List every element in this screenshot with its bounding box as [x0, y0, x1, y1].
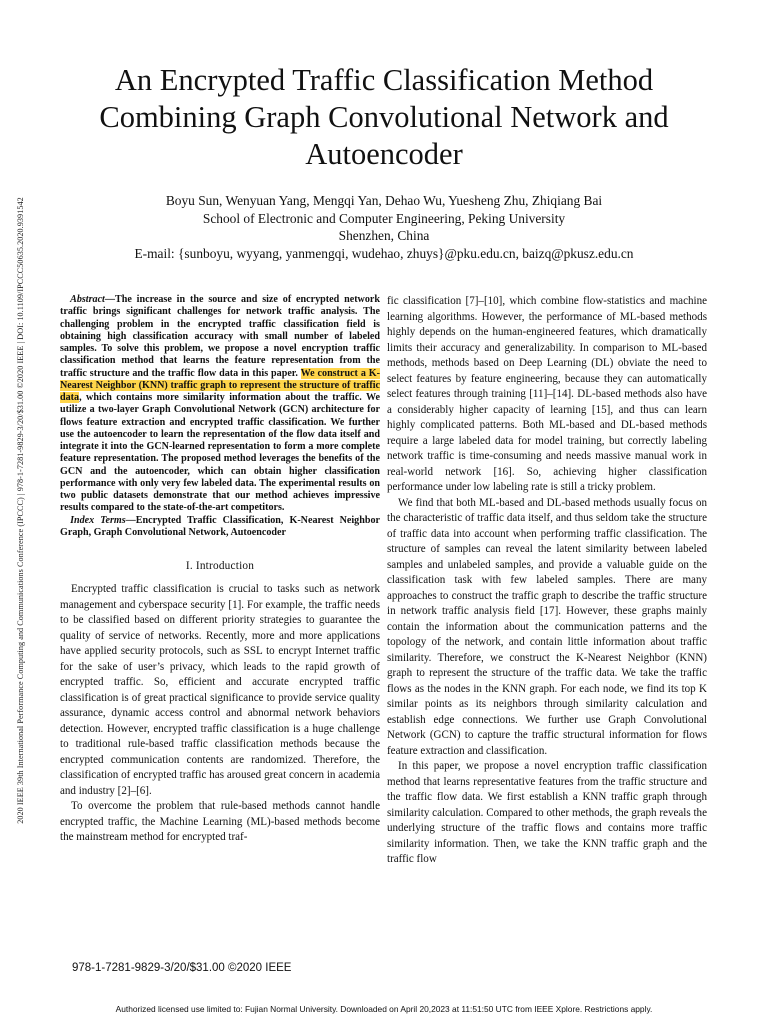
abstract [60, 294, 380, 515]
abstract-text-after: , which contains more similarity information about the traffic. We utilize a two-layer Graph Convolutional Network (GCN) architecture for flows feature extraction and encrypted traffic classification. We further use the autoencoder to learn the representation of the flow data itself and integrate it into the GCN-learned representation to form a more complete feature representation. The proposed method leverages the benefits of the GCN and the autoencoder, which can obtain higher classification performance with only very few labeled data. The experimental results on two public datasets demonstrate that our method achieves impressive results compared to the state-of-the-art competitors. [60, 392, 380, 514]
body-paragraph: fic classification [7]–[10], which combine flow-statistics and machine learning algorithms. However, the performance of ML-based methods highly depends on the human-engineered features, which dramatically limits their accuracy and generalizability. In comparison to ML-based methods, methods based on Deep Learning (DL) obviate the need to select features by feature engineering, because they can automatically select features through training [11]–[14]. DL-based methods also have a considerably higher capacity of learning [15], and thus can learn highly complicated patterns. Both ML-based and DL-based methods require a large labeled data for model training, but correctly labeling network traffic is time-consuming and needs massive manual work in real-world network [16]. So, achieving higher classification performance under low labeling rate is still a tricky problem. [387, 295, 707, 493]
body-paragraph: In this paper, we propose a novel encryption traffic classification method that learns representative features from the traffic structure and the traffic flow data. We first establish a KNN traffic graph through similarity calculation. Compared to other methods, the graph reveals the underlying structure of the traffic flows and contains more traffic similarity information. Then, we take the KNN traffic graph and the traffic flow [387, 760, 707, 865]
email-line: E-mail: {sunboyu, wyyang, yanmengqi, wudehao, zhuys}@pku.edu.cn, baizq@pkusz.edu.cn [134, 245, 634, 261]
location: Shenzhen, China [338, 228, 430, 244]
body-paragraph: To overcome the problem that rule-based methods cannot handle encrypted traffic, the Machine Learning (ML)-based methods become the mainstream method for encrypted traf- [60, 800, 380, 843]
author-block [70, 192, 698, 262]
author-names: Boyu Sun, Wenyuan Yang, Mengqi Yan, Dehao Wu, Yuesheng Zhu, Zhiqiang Bai [165, 193, 603, 208]
abstract-text-before: —The increase in the source and size of encrypted network traffic brings significant challenges for network traffic analysis. The challenging problem in the encrypted traffic classification field is obtaining high classification accuracy with small number of labeled samples. To solve this problem, we propose a novel encryption traffic classification method that learns the feature representation from the traffic structure and the traffic flow data in this paper. [60, 294, 380, 379]
abstract-label: Abstract [70, 294, 105, 305]
index-terms-label: Index Terms [70, 514, 126, 526]
right-column [387, 294, 707, 868]
section-heading-introduction: I. Introduction [185, 560, 255, 572]
footer-copyright: 978-1-7281-9829-3/20/$31.00 ©2020 IEEE [72, 962, 292, 974]
body-paragraph: Encrypted traffic classification is crucial to tasks such as network management and cyberspace security [1]. For example, the traffic needs to be classified based on different priority strategies to guarantee the quality of service of networks. Recently, more and more applications have applied security protocols, such as SSL to encrypt Internet traffic for the sake of user’s privacy, which leads to the rapid growth of encrypted traffic. So, efficient and accurate encrypted traffic classification is of great practical significance to provide service quality assurance, dynamic access control and abnormal network behaviors detection. However, encrypted traffic classification is a huge challenge to traditional rule-based traffic classification methods because the encrypted communication contents are randomized. Therefore, the classification of encrypted traffic has aroused great concern in academia and industry [2]–[6]. [60, 583, 380, 797]
license-notice: Authorized licensed use limited to: Fujian Normal University. Downloaded on April 20,2023 at 11:51:50 UTC from IEEE Xplore. Restrictions apply. [115, 1004, 653, 1014]
index-terms-text: —Encrypted Traffic Classification, K-Nearest Neighbor Graph, Graph Convolutional Network, Autoencoder [60, 514, 380, 538]
affiliation: School of Electronic and Computer Engineering, Peking University [202, 210, 566, 226]
index-terms [60, 515, 380, 540]
doi-sidebar [13, 120, 27, 900]
left-column [60, 294, 380, 846]
body-paragraph: We find that both ML-based and DL-based methods usually focus on the characteristic of traffic data itself, and thus seldom take the structure of traffic data into account when performing traffic classification. The structure of samples can reveal the latent similarity between labeled samples and unlabeled samples, and provide a valuable guide on the classification task with few labeled samples. There are many approaches to construct the traffic graph to describe the traffic structure in network traffic analysis field [17]. However, these graphs mainly contain the information about the communication patterns and the topology of the network, and contain little information about traffic similarity. Therefore, we construct the K-Nearest Neighbor (KNN) graph to represent the structure of the traffic data. We take the traffic flows as the nodes in the KNN graph. For each node, we find its top K similar points as its neighbors through similarity calculation and establish edge connections. We further use Graph Convolutional Network (GCN) to capture the traffic structural information for flows feature extraction and classification. [387, 496, 707, 757]
paper-title: An Encrypted Traffic Classification Method Combining Graph Convolutional Network and Autoencoder [99, 63, 669, 171]
highlighted-text[interactable]: We construct a K-Nearest Neighbor (KNN) traffic graph to represent the structure of traffic data [60, 367, 380, 403]
doi-sidebar-text: 2020 IEEE 39th International Performance Computing and Communications Conference (IPCCC) | 978-1-7281-9829-3/20/$31.00 ©2020 IEEE | DOI: 10.1109/IPCCC50635.2020.9391542 [15, 196, 25, 824]
